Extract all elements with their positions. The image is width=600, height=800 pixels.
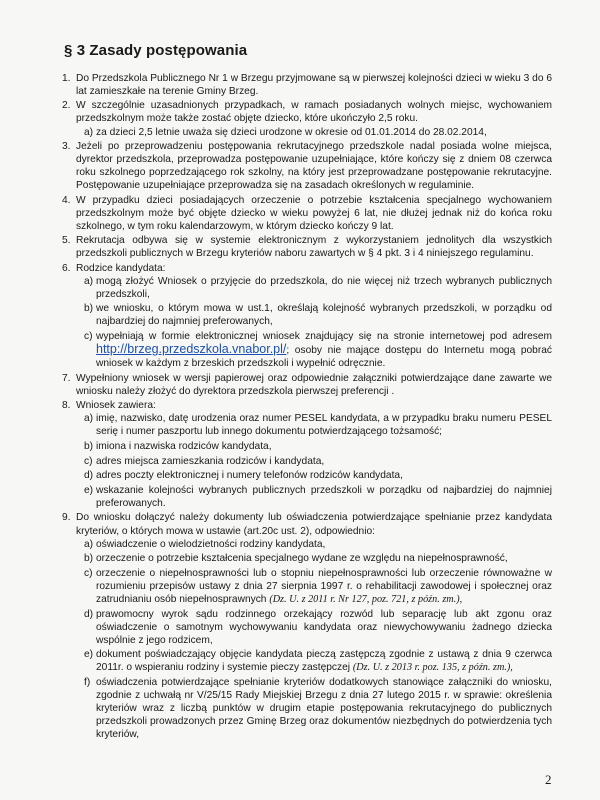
sub-item-text: wypełniają w formie elektronicznej wniosek znajdujący się na stronie internetowej pod adresem — [96, 331, 552, 343]
sub-item-text: prawomocny wyrok sądu rodzinnego orzekający rozwód lub separację lub akt zgonu oraz oświadczenie o samotnym wychowywaniu kandydata oraz niewychowywaniu żadnego dziecka wspólnie z jego rodzicem, — [96, 608, 552, 646]
sub-list — [76, 538, 552, 742]
page-number: 2 — [545, 772, 552, 787]
sub-item — [76, 552, 552, 565]
rule-text: W przypadku dzieci posiadających orzeczenie o potrzebie kształcenia specjalnego wychowaniem przedszkolnym może być objęte dziecko w wieku powyżej 6 lat, nie dłużej jednak niż do końca roku szkolnego, w tym roku kalendarzowym, w którym dziecko kończy 9 lat. — [76, 194, 552, 232]
sub-item-text: oświadczenie o wielodzietności rodziny kandydata, — [96, 538, 326, 550]
sub-item — [76, 469, 552, 482]
sub-item-text: orzeczenie o potrzebie kształcenia specjalnego wydane ze względu na niepełnosprawność, — [96, 553, 508, 565]
sub-item-letter: b) — [84, 553, 94, 565]
sub-item-text: adres poczty elektronicznej i numery telefonów rodziców kandydata, — [96, 470, 403, 482]
rule-item — [64, 511, 552, 741]
sub-list — [76, 275, 552, 371]
sub-item-letter: d) — [84, 608, 94, 620]
sub-item-letter: f) — [84, 677, 91, 689]
rule-text: Do Przedszkola Publicznego Nr 1 w Brzegu przyjmowane są w pierwszej kolejności dzieci w wieku 3 do 6 lat zamieszkałe na terenie Gminy Brzeg. — [76, 73, 552, 98]
rule-item — [64, 372, 552, 398]
rule-text: Wypełniony wniosek w wersji papierowej oraz odpowiednie załączniki potwierdzające dane zawarte we wniosku należy złożyć do dyrektora przedszkola pierwszej preferencji . — [76, 372, 552, 397]
sub-item — [76, 412, 552, 438]
rule-number: 5. — [62, 235, 71, 247]
rule-text: Rekrutacja odbywa się w systemie elektronicznym z wykorzystaniem jednolitych dla wszystkich przedszkoli publicznych w Brzegu kryteriów naboru zawartych w § 4 pkt. 3 i 4 niniejszego regulaminu. — [76, 235, 552, 260]
rule-text: Jeżeli po przeprowadzeniu postępowania rekrutacyjnego przedszkole nadal posiada wolne miejsca, dyrektor przedszkola, przeprowadza postępowanie uzupełniające, które kończy się z dniem 08 czerwca roku szkolnego poprzedzającego rok szkolny, na który jest przeprowadzane postępowanie rekrutacyjne. Postępowanie uzupełniające przeprowadza się na zasadach określonych w regulaminie. — [76, 141, 552, 192]
rule-number: 8. — [62, 400, 71, 412]
sub-item-letter: a) — [84, 538, 94, 550]
sub-item — [76, 330, 552, 370]
rule-item — [64, 194, 552, 233]
sub-item-text: adres miejsca zamieszkania rodziców i kandydata, — [96, 455, 325, 467]
rule-number: 4. — [62, 194, 71, 206]
rule-item — [64, 262, 552, 371]
sub-item-text: wskazanie kolejności wybranych publicznych przedszkoli w porządku od najbardziej do najmniej preferowanych. — [96, 484, 552, 509]
sub-item-text: za dzieci 2,5 letnie uważa się dzieci urodzone w okresie od 01.01.2014 do 28.02.2014, — [96, 126, 487, 138]
sub-item-letter: c) — [84, 331, 93, 343]
sub-item — [76, 648, 552, 674]
rule-number: 9. — [62, 512, 71, 524]
rule-number: 3. — [62, 141, 71, 153]
rule-item — [64, 140, 552, 192]
sub-item-text: oświadczenia potwierdzające spełnianie kryteriów dodatkowych stanowiące załączniki do wniosku, zgodnie z uchwałą nr V/25/15 Rady Miejskiej Brzegu z dnia 27 lutego 2015 r. w sprawie: określenia kryteriów wraz z liczbą punktów w drugim etapie postępowania rekrutacyjnego do publicznych przedszkoli prowadzonych przez Gminę Brzeg oraz dokumentów niezbędnych do potwierdzenia tych kryteriów, — [96, 677, 552, 741]
sub-item-text: imię, nazwisko, datę urodzenia oraz numer PESEL kandydata, a w przypadku braku numeru PESEL serię i numer paszportu lub innego dokumentu potwierdzającego tożsamość; — [96, 413, 552, 438]
sub-item-letter: b) — [84, 440, 94, 452]
rule-item — [64, 72, 552, 98]
rule-number: 7. — [62, 372, 71, 384]
sub-item-letter: a) — [84, 413, 94, 425]
sub-item-letter: d) — [84, 470, 94, 482]
registration-link[interactable]: http://brzeg.przedszkola.vnabor.pl/ — [96, 342, 287, 357]
rule-text: Wniosek zawiera: — [76, 400, 156, 412]
rule-item — [64, 234, 552, 260]
sub-item — [76, 484, 552, 510]
sub-item-text: dokument poświadczający objęcie kandydata pieczą zastępczą zgodnie z ustawą z dnia 9 czerwca 2011r. o wspieraniu rodziny i systemie pieczy zastępczej — [96, 649, 552, 674]
legal-citation: (Dz. U. z 2011 r. Nr 127, poz. 721, z późn. zm.), — [269, 594, 463, 605]
sub-item — [76, 455, 552, 468]
sub-item — [76, 275, 552, 301]
rule-number: 1. — [62, 73, 71, 84]
sub-item-text-continued: ; osoby nie mające dostępu do Internetu mogą pobrać wniosek w każdym z brzeskich przedszkoli i wypełnić odręcznie. — [96, 345, 552, 370]
sub-item-letter: a) — [84, 275, 94, 287]
sub-item-text: imiona i nazwiska rodziców kandydata, — [96, 440, 272, 452]
sub-item-text: mogą złożyć Wniosek o przyjęcie do przedszkola, do nie więcej niż trzech wybranych publicznych przedszkoli, — [96, 275, 552, 300]
rule-text: Do wniosku dołączyć należy dokumenty lub oświadczenia potwierdzające spełnianie przez kandydata kryteriów, o których mowa w ustawie (art.20c ust. 2), odpowiednio: — [76, 512, 552, 537]
rule-item — [64, 399, 552, 510]
section-title: § 3 Zasady postępowania — [64, 42, 248, 59]
rule-number: 6. — [62, 262, 71, 274]
sub-item — [76, 538, 552, 551]
rule-number: 2. — [62, 100, 71, 112]
legal-citation: (Dz. U. z 2013 r. poz. 135, z późn. zm.), — [352, 662, 513, 674]
sub-item-letter: c) — [84, 455, 93, 467]
sub-item-text: orzeczenie o niepełnosprawności lub o stopniu niepełnosprawności lub orzeczenie równoważne w rozumieniu przepisów ustawy z dnia 27 sierpnia 1997 r. o rehabilitacji zawodowej i społecznej oraz zatrudnianiu osób niepełnosprawnych — [96, 567, 552, 605]
sub-item-letter: c) — [84, 567, 93, 579]
sub-item — [76, 676, 552, 741]
sub-list — [76, 126, 552, 139]
sub-item — [76, 126, 552, 139]
sub-item-letter: e) — [84, 649, 94, 661]
sub-item-letter: e) — [84, 484, 94, 496]
rule-item — [64, 99, 552, 138]
rule-text: W szczególnie uzasadnionych przypadkach, w ramach posiadanych wolnych miejsc, wychowaniem przedszkolnym może także zostać objęte dziecko, które ukończyło 2,5 roku. — [76, 100, 552, 125]
sub-list — [76, 412, 552, 510]
rule-text: Rodzice kandydata: — [76, 262, 166, 274]
sub-item-letter: a) — [84, 126, 94, 138]
sub-item-text: we wniosku, o którym mowa w ust.1, określają kolejność wybranych przedszkoli, w porządku od najbardziej do najmniej preferowanych, — [96, 303, 552, 328]
sub-item — [76, 440, 552, 453]
document-body — [64, 72, 552, 743]
rules-list — [64, 72, 552, 742]
sub-item — [76, 608, 552, 647]
sub-item — [76, 567, 552, 606]
sub-item — [76, 302, 552, 328]
sub-item-letter: b) — [84, 303, 94, 315]
